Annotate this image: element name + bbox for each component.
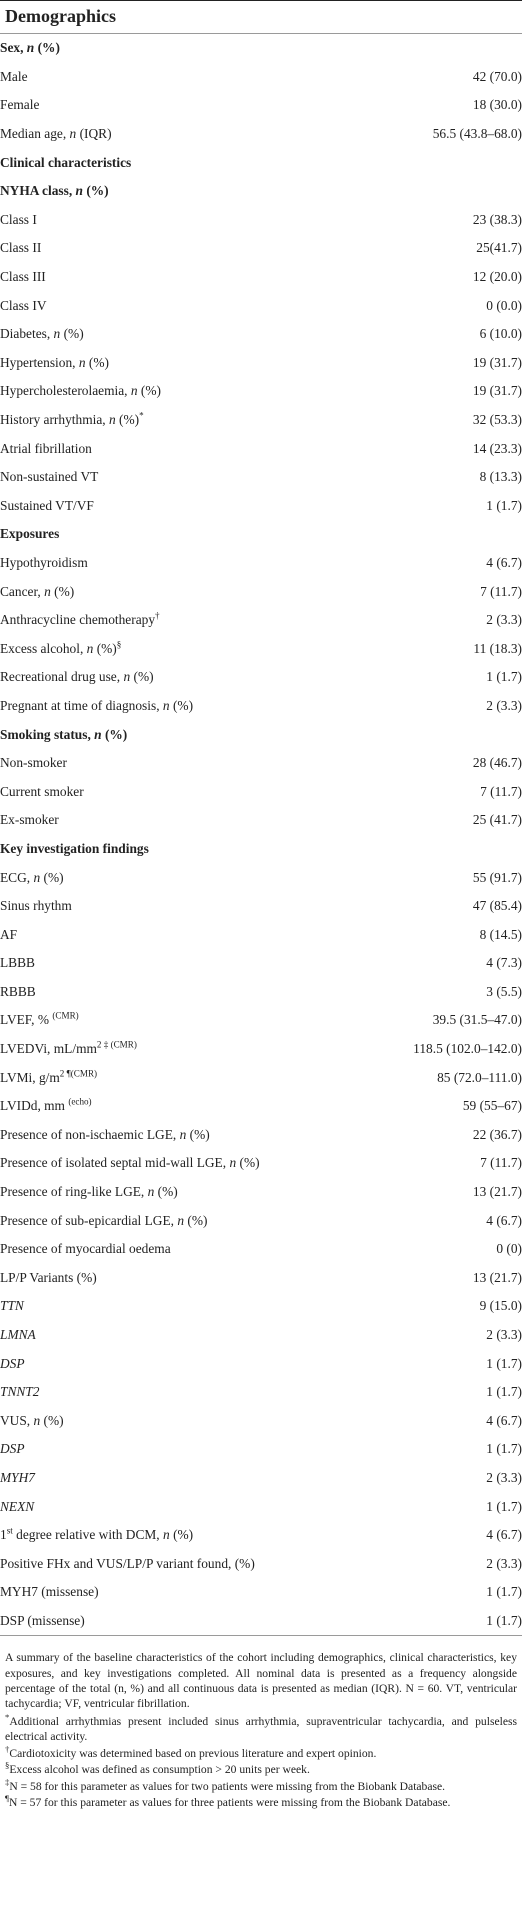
row-value: 1 (1.7) <box>486 1498 522 1514</box>
footnote-text: N = 58 for this parameter as values for two patients were missing from the Biobank Database. <box>9 1779 446 1793</box>
label-superscript: st <box>6 1525 13 1536</box>
row-value: 1 (1.7) <box>368 1607 522 1636</box>
row-label <box>0 1063 368 1092</box>
footnote-list <box>5 1714 517 1810</box>
footnote-text: Additional arrhythmias present included sinus arrhythmia, supraventricular tachycardia, and pulseless electrical activity. <box>5 1714 517 1744</box>
row-label <box>0 434 368 463</box>
label-italic: n <box>130 383 138 399</box>
label-text: AF <box>0 926 18 942</box>
label-text-cont: degree relative with DCM, <box>12 1527 164 1543</box>
row-value: 8 (14.5) <box>479 926 522 942</box>
label-text: DSP (missense) <box>0 1612 85 1628</box>
row-label <box>0 1578 368 1607</box>
row-label <box>0 63 368 92</box>
table-row <box>0 1264 522 1293</box>
label-text: LP/P Variants (%) <box>0 1269 97 1285</box>
row-label <box>0 577 368 606</box>
row-label <box>0 549 368 578</box>
table-row <box>0 63 522 92</box>
row-label <box>0 263 368 292</box>
row-label <box>0 1378 368 1407</box>
label-text: LVIDd, mm <box>0 1098 69 1114</box>
footnote <box>5 1743 517 1761</box>
table-row <box>0 1206 522 1235</box>
label-text: Class IV <box>0 297 47 313</box>
row-label <box>0 1035 368 1064</box>
label-suffix: (%) <box>85 354 109 370</box>
label-text: Median age, <box>0 126 70 142</box>
label-suffix: (%) <box>236 1155 260 1171</box>
row-value: 7 (11.7) <box>480 1155 522 1171</box>
table-row <box>0 263 522 292</box>
row-label <box>0 520 368 549</box>
row-value: 2 (3.3) <box>486 1555 522 1571</box>
table-row <box>0 549 522 578</box>
label-italic: n <box>123 669 131 685</box>
label-text: Presence of ring-like LGE, <box>0 1184 148 1200</box>
row-label <box>0 1607 368 1636</box>
label-text: DSP <box>0 1441 25 1457</box>
label-text: TNNT2 <box>0 1384 40 1400</box>
row-label <box>0 777 368 806</box>
label-text: Presence of isolated septal mid-wall LGE, <box>0 1155 230 1171</box>
label-suffix: (IQR) <box>76 126 112 142</box>
row-value <box>368 177 522 206</box>
row-label <box>0 406 368 435</box>
table-row <box>0 663 522 692</box>
row-label <box>0 349 368 378</box>
row-label <box>0 91 368 120</box>
table-row <box>0 634 522 663</box>
label-suffix: (%) <box>169 697 194 713</box>
row-value: 4 (6.7) <box>486 1412 522 1428</box>
label-text: Presence of non-ischaemic LGE, <box>0 1126 180 1142</box>
footnote <box>5 1762 517 1777</box>
row-label <box>0 634 368 663</box>
row-value: 23 (38.3) <box>472 211 522 227</box>
row-label <box>0 1149 368 1178</box>
table-row <box>0 463 522 492</box>
table-body <box>0 34 522 1636</box>
label-text: Hypothyroidism <box>0 554 88 570</box>
label-text: MYH7 (missense) <box>0 1584 99 1600</box>
table-row <box>0 1578 522 1607</box>
row-value: 25(41.7) <box>476 240 522 256</box>
label-text: Cancer, <box>0 583 45 599</box>
table-row <box>0 1521 522 1550</box>
label-text: Ex-smoker <box>0 812 59 828</box>
label-suffix: (%) <box>34 40 60 56</box>
row-value: 4 (7.3) <box>486 955 522 971</box>
footnote <box>5 1714 517 1745</box>
label-text: History arrhythmia, <box>0 412 109 428</box>
row-label <box>0 663 368 692</box>
section-header-row <box>0 34 522 63</box>
row-label <box>0 1349 368 1378</box>
table-row <box>0 1092 522 1121</box>
row-value: 7 (11.7) <box>480 783 522 799</box>
label-text: TTN <box>0 1298 24 1314</box>
label-text: Diabetes, <box>0 326 54 342</box>
row-label <box>0 1092 368 1121</box>
table-summary: A summary of the baseline characteristics of the cohort including demographics, clinical characteristics, key exposures, and key investigations completed. All nominal data is presented as a frequency alongside percentage of the total (n, %) and all continuous data is presented as median (IQR). N = 60. VT, ventricular tachycardia; VF, ventricular fibrillation. <box>5 1651 517 1711</box>
row-label <box>0 1292 368 1321</box>
row-label <box>0 949 368 978</box>
label-text: Class II <box>0 240 42 256</box>
table-row <box>0 692 522 721</box>
label-suffix: (%) <box>60 326 84 342</box>
table-row <box>0 806 522 835</box>
row-value <box>368 835 522 864</box>
row-label <box>0 1435 368 1464</box>
label-suffix: (%) <box>137 383 161 399</box>
label-text: Sinus rhythm <box>0 898 72 914</box>
table-row <box>0 1607 522 1636</box>
label-italic: n <box>147 1184 155 1200</box>
label-text: Presence of sub-epicardial LGE, <box>0 1212 178 1228</box>
label-text: Smoking status, <box>0 726 95 742</box>
label-text: NEXN <box>0 1498 35 1514</box>
table-row <box>0 1464 522 1493</box>
table-row <box>0 777 522 806</box>
footnote-mark: † <box>5 1743 10 1754</box>
row-label <box>0 291 368 320</box>
row-value: 1 (1.7) <box>486 1441 522 1457</box>
row-label <box>0 1464 368 1493</box>
footnote <box>5 1776 517 1794</box>
label-text: Key investigation findings <box>0 840 149 856</box>
row-label <box>0 1321 368 1350</box>
label-text: Recreational drug use, <box>0 669 124 685</box>
table-row <box>0 1235 522 1264</box>
row-value: 1 (1.7) <box>486 1355 522 1371</box>
label-text: Atrial fibrillation <box>0 440 92 456</box>
row-label <box>0 606 368 635</box>
label-italic: n <box>179 1126 187 1142</box>
label-text: LMNA <box>0 1327 36 1343</box>
table-row <box>0 577 522 606</box>
label-text: ECG, <box>0 869 34 885</box>
row-label <box>0 1264 368 1293</box>
table-row <box>0 1378 522 1407</box>
row-label <box>0 1121 368 1150</box>
row-label <box>0 978 368 1007</box>
row-value: 19 (31.7) <box>472 383 522 399</box>
row-value <box>368 520 522 549</box>
label-text: NYHA class, <box>0 183 76 199</box>
label-suffix: (%) <box>93 640 117 656</box>
table-row <box>0 492 522 521</box>
label-italic: n <box>75 183 83 199</box>
label-superscript: § <box>116 639 122 650</box>
label-text: RBBB <box>0 983 36 999</box>
row-label <box>0 177 368 206</box>
label-text: Anthracycline chemotherapy <box>0 612 156 628</box>
table-row <box>0 349 522 378</box>
row-value: 2 (3.3) <box>486 1469 522 1485</box>
section-header-row <box>0 148 522 177</box>
table-row <box>0 206 522 235</box>
table-row <box>0 1407 522 1436</box>
table-row <box>0 749 522 778</box>
table-row <box>0 1006 522 1035</box>
row-label <box>0 1178 368 1207</box>
footnote-text: Excess alcohol was defined as consumption > 20 units per week. <box>9 1763 310 1777</box>
label-text: Male <box>0 68 28 84</box>
row-label <box>0 1407 368 1436</box>
section-header-row <box>0 177 522 206</box>
row-value: 9 (15.0) <box>479 1298 522 1314</box>
row-value: 4 (6.7) <box>486 554 522 570</box>
label-text: Presence of myocardial oedema <box>0 1241 171 1257</box>
label-italic: n <box>86 640 94 656</box>
label-text: LBBB <box>0 955 35 971</box>
row-value: 32 (53.3) <box>472 412 522 428</box>
label-superscript: † <box>155 610 160 621</box>
row-label <box>0 320 368 349</box>
label-text: Excess alcohol, <box>0 640 87 656</box>
label-text: Hypertension, <box>0 354 79 370</box>
row-value <box>368 148 522 177</box>
row-label <box>0 892 368 921</box>
row-value: 42 (70.0) <box>472 68 522 84</box>
row-label <box>0 920 368 949</box>
label-suffix: (%) <box>169 1527 194 1543</box>
row-value: 8 (13.3) <box>479 469 522 485</box>
row-value: 13 (21.7) <box>472 1184 522 1200</box>
table-row <box>0 234 522 263</box>
label-text: 1 <box>0 1527 7 1543</box>
label-suffix: (%) <box>82 183 109 199</box>
row-value: 25 (41.7) <box>472 812 522 828</box>
label-suffix: (%) <box>50 583 75 599</box>
footnote-text: N = 57 for this parameter as values for three patients were missing from the Biobank Database. <box>8 1795 451 1809</box>
label-text: Exposures <box>0 526 60 542</box>
row-value: 14 (23.3) <box>472 440 522 456</box>
footnote-mark: ¶ <box>5 1793 9 1804</box>
row-label <box>0 749 368 778</box>
row-value: 1 (1.7) <box>486 1384 522 1400</box>
label-italic: n <box>78 354 86 370</box>
table-row <box>0 1492 522 1521</box>
label-italic: n <box>229 1155 237 1171</box>
table-row <box>0 863 522 892</box>
table-row <box>0 1063 522 1092</box>
row-value: 39.5 (31.5–47.0) <box>432 1012 522 1028</box>
label-text: Hypercholesterolaemia, <box>0 383 131 399</box>
table-row <box>0 291 522 320</box>
label-text: LVEF, % <box>0 1012 53 1028</box>
table-row <box>0 920 522 949</box>
label-italic: n <box>69 126 77 142</box>
section-header-row <box>0 835 522 864</box>
label-text: DSP <box>0 1355 25 1371</box>
label-suffix: (%) <box>130 669 154 685</box>
row-value: 3 (5.5) <box>486 983 522 999</box>
table-row <box>0 120 522 149</box>
row-value: 6 (10.0) <box>479 326 522 342</box>
row-label <box>0 806 368 835</box>
row-value <box>368 720 522 749</box>
label-italic: n <box>94 726 102 742</box>
row-value: 11 (18.3) <box>473 640 522 656</box>
label-italic: n <box>44 583 51 599</box>
table-row <box>0 1178 522 1207</box>
label-text: Clinical characteristics <box>0 154 132 170</box>
row-value: 47 (85.4) <box>472 898 522 914</box>
row-value <box>368 34 522 63</box>
label-text: Current smoker <box>0 783 84 799</box>
label-text: Non-smoker <box>0 755 67 771</box>
table-row <box>0 978 522 1007</box>
label-superscript: 2 ¶(CMR) <box>59 1068 98 1079</box>
label-italic: n <box>108 412 116 428</box>
table-row <box>0 1292 522 1321</box>
row-value: 59 (55–67) <box>462 1098 522 1114</box>
label-superscript: (CMR) <box>52 1011 79 1022</box>
row-value: 1 (1.7) <box>486 669 522 685</box>
row-value: 2 (3.3) <box>486 697 522 713</box>
table-row <box>0 434 522 463</box>
table-row <box>0 892 522 921</box>
label-text: Non-sustained VT <box>0 469 99 485</box>
row-value: 12 (20.0) <box>472 269 522 285</box>
table-row <box>0 377 522 406</box>
label-italic: n <box>162 697 170 713</box>
row-value: 4 (6.7) <box>486 1527 522 1543</box>
label-text: Sex, <box>0 40 27 56</box>
footnote-mark: § <box>5 1760 10 1771</box>
row-label <box>0 120 368 149</box>
label-superscript: 2 ‡ (CMR) <box>96 1039 137 1050</box>
label-text: Class I <box>0 211 37 227</box>
table-row <box>0 91 522 120</box>
row-label <box>0 835 368 864</box>
row-label <box>0 1521 368 1550</box>
label-text: Pregnant at time of diagnosis, <box>0 697 163 713</box>
row-value: 4 (6.7) <box>486 1212 522 1228</box>
row-label <box>0 1235 368 1264</box>
row-value: 2 (3.3) <box>486 612 522 628</box>
label-suffix: (%) <box>40 869 64 885</box>
label-superscript: (echo) <box>68 1096 92 1107</box>
label-text: Sustained VT/VF <box>0 497 94 513</box>
label-suffix: (%) <box>154 1184 178 1200</box>
row-label <box>0 720 368 749</box>
label-superscript: * <box>139 410 144 421</box>
label-text: LVEDVi, mL/mm <box>0 1041 97 1057</box>
table-row <box>0 1321 522 1350</box>
table-row <box>0 1349 522 1378</box>
table-row <box>0 1549 522 1578</box>
row-value: 18 (30.0) <box>472 97 522 113</box>
row-value: 28 (46.7) <box>472 755 522 771</box>
table-row <box>0 1035 522 1064</box>
label-suffix: (%) <box>101 726 128 742</box>
row-label <box>0 463 368 492</box>
row-label <box>0 234 368 263</box>
section-header-row <box>0 720 522 749</box>
row-label <box>0 863 368 892</box>
row-value: 0 (0.0) <box>486 297 522 313</box>
row-value: 7 (11.7) <box>480 583 522 599</box>
row-label <box>0 1206 368 1235</box>
row-value: 13 (21.7) <box>472 1269 522 1285</box>
row-value: 118.5 (102.0–142.0) <box>413 1041 522 1057</box>
row-value: 55 (91.7) <box>472 869 522 885</box>
row-label <box>0 1006 368 1035</box>
row-label <box>0 206 368 235</box>
row-value: 2 (3.3) <box>486 1327 522 1343</box>
row-label <box>0 148 368 177</box>
row-value: 1 (1.7) <box>486 497 522 513</box>
row-value: 1 (1.7) <box>486 1584 522 1600</box>
table-row <box>0 949 522 978</box>
table-row <box>0 320 522 349</box>
row-label <box>0 692 368 721</box>
footnote-text: Cardiotoxicity was determined based on previous literature and expert opinion. <box>9 1746 377 1760</box>
row-label <box>0 1492 368 1521</box>
label-italic: n <box>163 1527 170 1543</box>
label-italic: n <box>26 40 35 56</box>
table-row <box>0 1121 522 1150</box>
label-suffix: (%) <box>184 1212 208 1228</box>
label-suffix: (%) <box>115 412 140 428</box>
label-text: Positive FHx and VUS/LP/P variant found, (%) <box>0 1555 255 1571</box>
label-text: MYH7 <box>0 1469 35 1485</box>
row-value: 19 (31.7) <box>472 354 522 370</box>
label-italic: n <box>53 326 61 342</box>
row-value: 22 (36.7) <box>472 1126 522 1142</box>
table-row <box>0 1149 522 1178</box>
table-row <box>0 606 522 635</box>
label-suffix: (%) <box>40 1412 64 1428</box>
row-value: 0 (0) <box>496 1241 522 1257</box>
table-notes <box>0 1636 522 1810</box>
label-suffix: (%) <box>186 1126 210 1142</box>
table-title: Demographics <box>0 0 522 34</box>
footnote-mark: * <box>5 1712 10 1723</box>
row-value: 85 (72.0–111.0) <box>437 1069 522 1085</box>
label-text: Class III <box>0 269 46 285</box>
label-italic: n <box>33 869 41 885</box>
footnote <box>5 1795 517 1810</box>
label-italic: n <box>177 1212 185 1228</box>
table-row <box>0 1435 522 1464</box>
label-text: LVMi, g/m <box>0 1069 60 1085</box>
row-label <box>0 1549 368 1578</box>
label-text: Female <box>0 97 40 113</box>
row-label <box>0 377 368 406</box>
row-value: 56.5 (43.8–68.0) <box>432 126 522 142</box>
table-row <box>0 406 522 435</box>
row-label <box>0 492 368 521</box>
row-label <box>0 34 368 63</box>
label-italic: n <box>33 1412 41 1428</box>
footnote-mark: ‡ <box>5 1776 10 1787</box>
section-header-row <box>0 520 522 549</box>
demographics-table <box>0 34 522 1636</box>
label-text: VUS, <box>0 1412 34 1428</box>
